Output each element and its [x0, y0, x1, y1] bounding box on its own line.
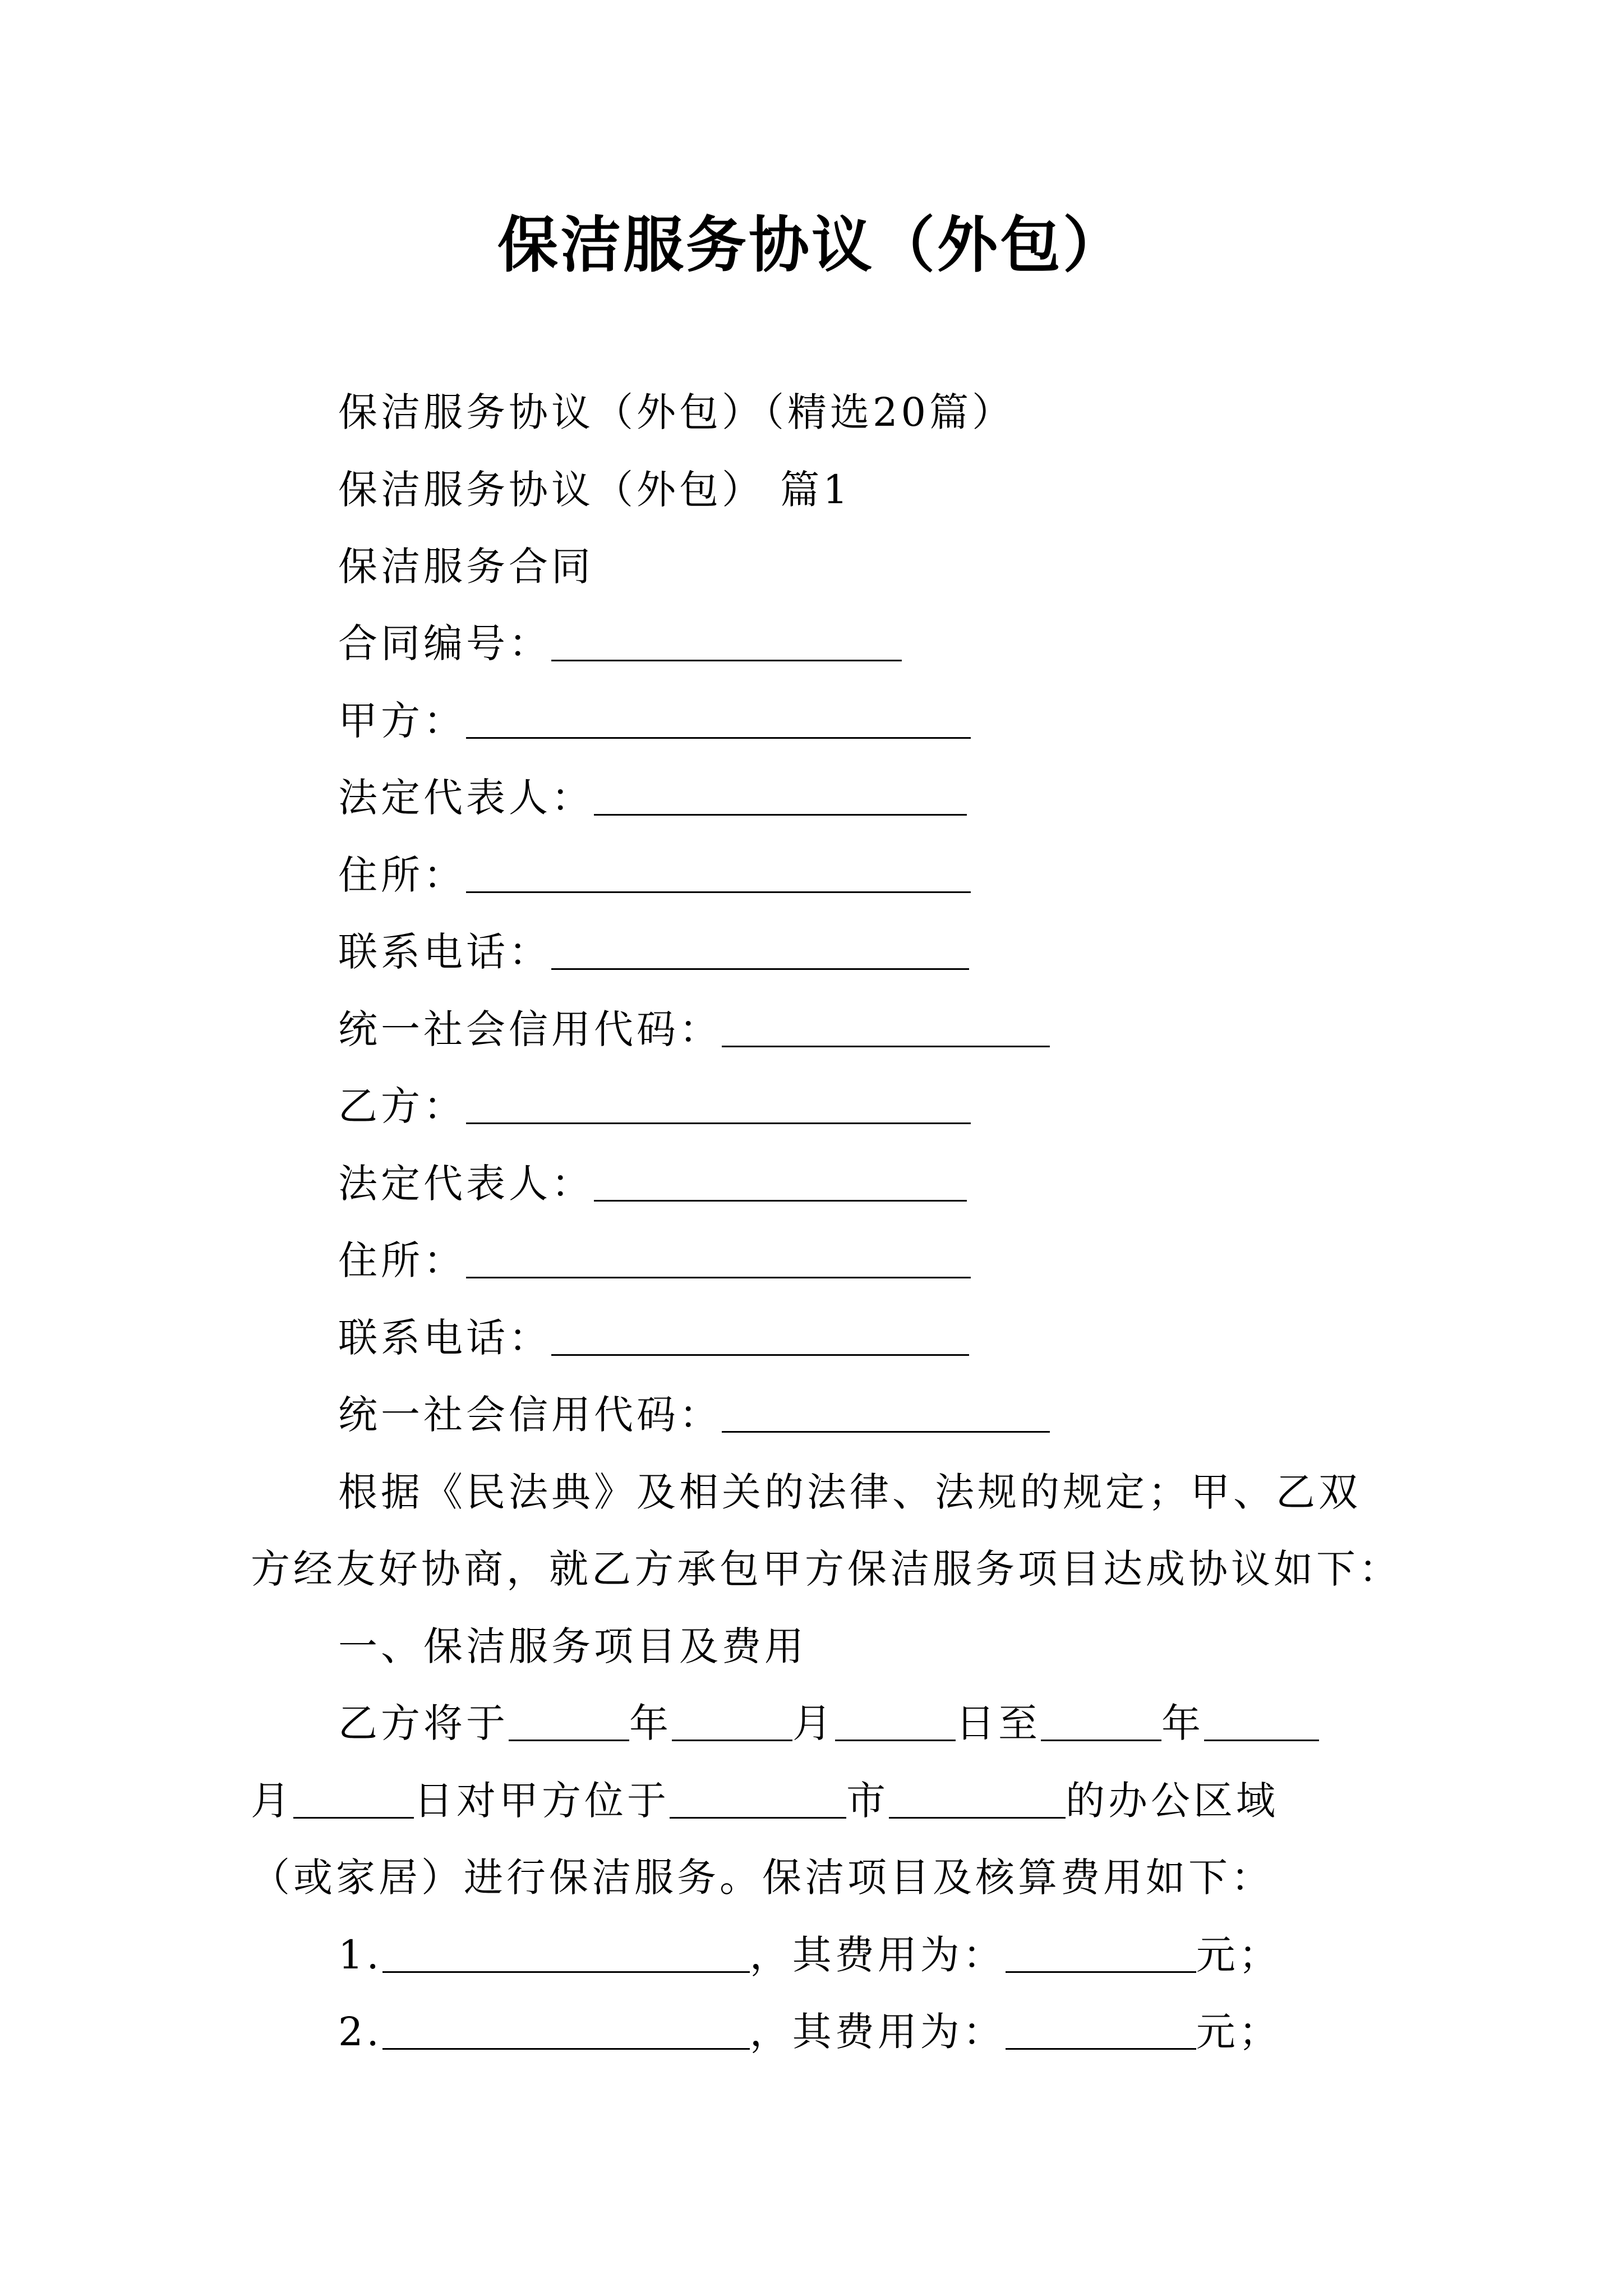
- b-credit-code-blank[interactable]: [722, 1397, 1050, 1433]
- day-to-label: 日至: [956, 1700, 1041, 1746]
- a-credit-code-row: [338, 1006, 1050, 1052]
- item-1-blank[interactable]: [382, 1938, 750, 1973]
- cost-label: ，其费用为：: [749, 2009, 1006, 2055]
- period-line-1: [338, 1700, 1319, 1746]
- a-legal-rep-label: 法定代表人：: [338, 775, 594, 821]
- contract-name: 保洁服务合同: [338, 544, 594, 590]
- city-blank[interactable]: [670, 1783, 846, 1819]
- unit-label: 元；: [1196, 1932, 1281, 1978]
- a-phone-blank[interactable]: [551, 935, 969, 970]
- b-credit-code-row: [338, 1392, 1050, 1438]
- a-phone-row: [338, 929, 969, 975]
- b-phone-label: 联系电话：: [338, 1315, 551, 1361]
- a-address-blank[interactable]: [466, 858, 971, 893]
- party-b-label: 乙方：: [338, 1083, 466, 1129]
- b-address-blank[interactable]: [466, 1243, 971, 1278]
- location-text: 日对甲方位于: [414, 1778, 670, 1824]
- end-year-label: 年: [1161, 1700, 1204, 1746]
- cost-label: ，其费用为：: [749, 1932, 1006, 1978]
- item-2-blank[interactable]: [382, 2014, 750, 2050]
- b-credit-code-label: 统一社会信用代码：: [338, 1392, 722, 1438]
- item-1-cost-blank[interactable]: [1006, 1938, 1196, 1973]
- a-legal-rep-row: [338, 775, 967, 821]
- area-blank[interactable]: [889, 1783, 1066, 1819]
- item-2-cost-blank[interactable]: [1006, 2014, 1196, 2050]
- b-legal-rep-label: 法定代表人：: [338, 1161, 594, 1207]
- item-row-1: [338, 1932, 1281, 1978]
- item-row-2: [338, 2009, 1281, 2055]
- unit-label: 元；: [1196, 2009, 1281, 2055]
- a-phone-label: 联系电话：: [338, 929, 551, 975]
- b-legal-rep-blank[interactable]: [594, 1166, 967, 1202]
- party-a-row: [338, 698, 971, 744]
- area-label: 的办公区域: [1066, 1778, 1279, 1824]
- b-legal-rep-row: [338, 1161, 967, 1207]
- contract-no-blank[interactable]: [551, 626, 902, 661]
- a-credit-code-blank[interactable]: [722, 1012, 1050, 1047]
- a-credit-code-label: 统一社会信用代码：: [338, 1006, 722, 1052]
- party-b-row: [338, 1083, 971, 1129]
- a-address-row: [338, 852, 971, 898]
- b-address-label: 住所：: [338, 1237, 466, 1283]
- start-month-blank[interactable]: [672, 1706, 792, 1741]
- subtitle: 保洁服务协议（外包）（精选20篇）: [338, 389, 1015, 435]
- period-line-2: [251, 1778, 1389, 1824]
- month-label: 月: [792, 1700, 835, 1746]
- b-phone-blank[interactable]: [551, 1320, 969, 1356]
- a-legal-rep-blank[interactable]: [594, 780, 967, 816]
- item-number: 1.: [338, 1932, 382, 1978]
- a-address-label: 住所：: [338, 852, 466, 898]
- b-address-row: [338, 1237, 971, 1283]
- period-line-3: （或家居）进行保洁服务。保洁项目及核算费用如下：: [251, 1855, 1274, 1901]
- contract-no-label: 合同编号：: [338, 620, 551, 666]
- item-number: 2.: [338, 2009, 382, 2055]
- intro-line-1: 根据《民法典》及相关的法律、法规的规定；甲、乙双: [338, 1469, 1361, 1515]
- contract-no-row: [338, 620, 902, 666]
- end-day-blank[interactable]: [293, 1783, 414, 1819]
- start-day-blank[interactable]: [835, 1706, 956, 1741]
- year-label: 年: [629, 1700, 672, 1746]
- party-a-label: 甲方：: [338, 698, 466, 744]
- document-title: 保洁服务协议（外包）: [497, 210, 1126, 280]
- end-month-label: 月: [251, 1778, 293, 1824]
- b-phone-row: [338, 1315, 969, 1361]
- end-month-blank-part1[interactable]: [1204, 1706, 1319, 1741]
- start-year-blank[interactable]: [509, 1706, 629, 1741]
- party-a-blank[interactable]: [466, 703, 971, 739]
- end-year-blank[interactable]: [1041, 1706, 1161, 1741]
- city-label: 市: [846, 1778, 889, 1824]
- intro-line-2: 方经友好协商，就乙方承包甲方保洁服务项目达成协议如下：: [251, 1546, 1401, 1592]
- party-b-blank[interactable]: [466, 1089, 971, 1124]
- period-text-start: 乙方将于: [338, 1700, 509, 1746]
- section1-heading: 一、保洁服务项目及费用: [338, 1623, 807, 1669]
- part-heading: 保洁服务协议（外包） 篇1: [338, 467, 851, 513]
